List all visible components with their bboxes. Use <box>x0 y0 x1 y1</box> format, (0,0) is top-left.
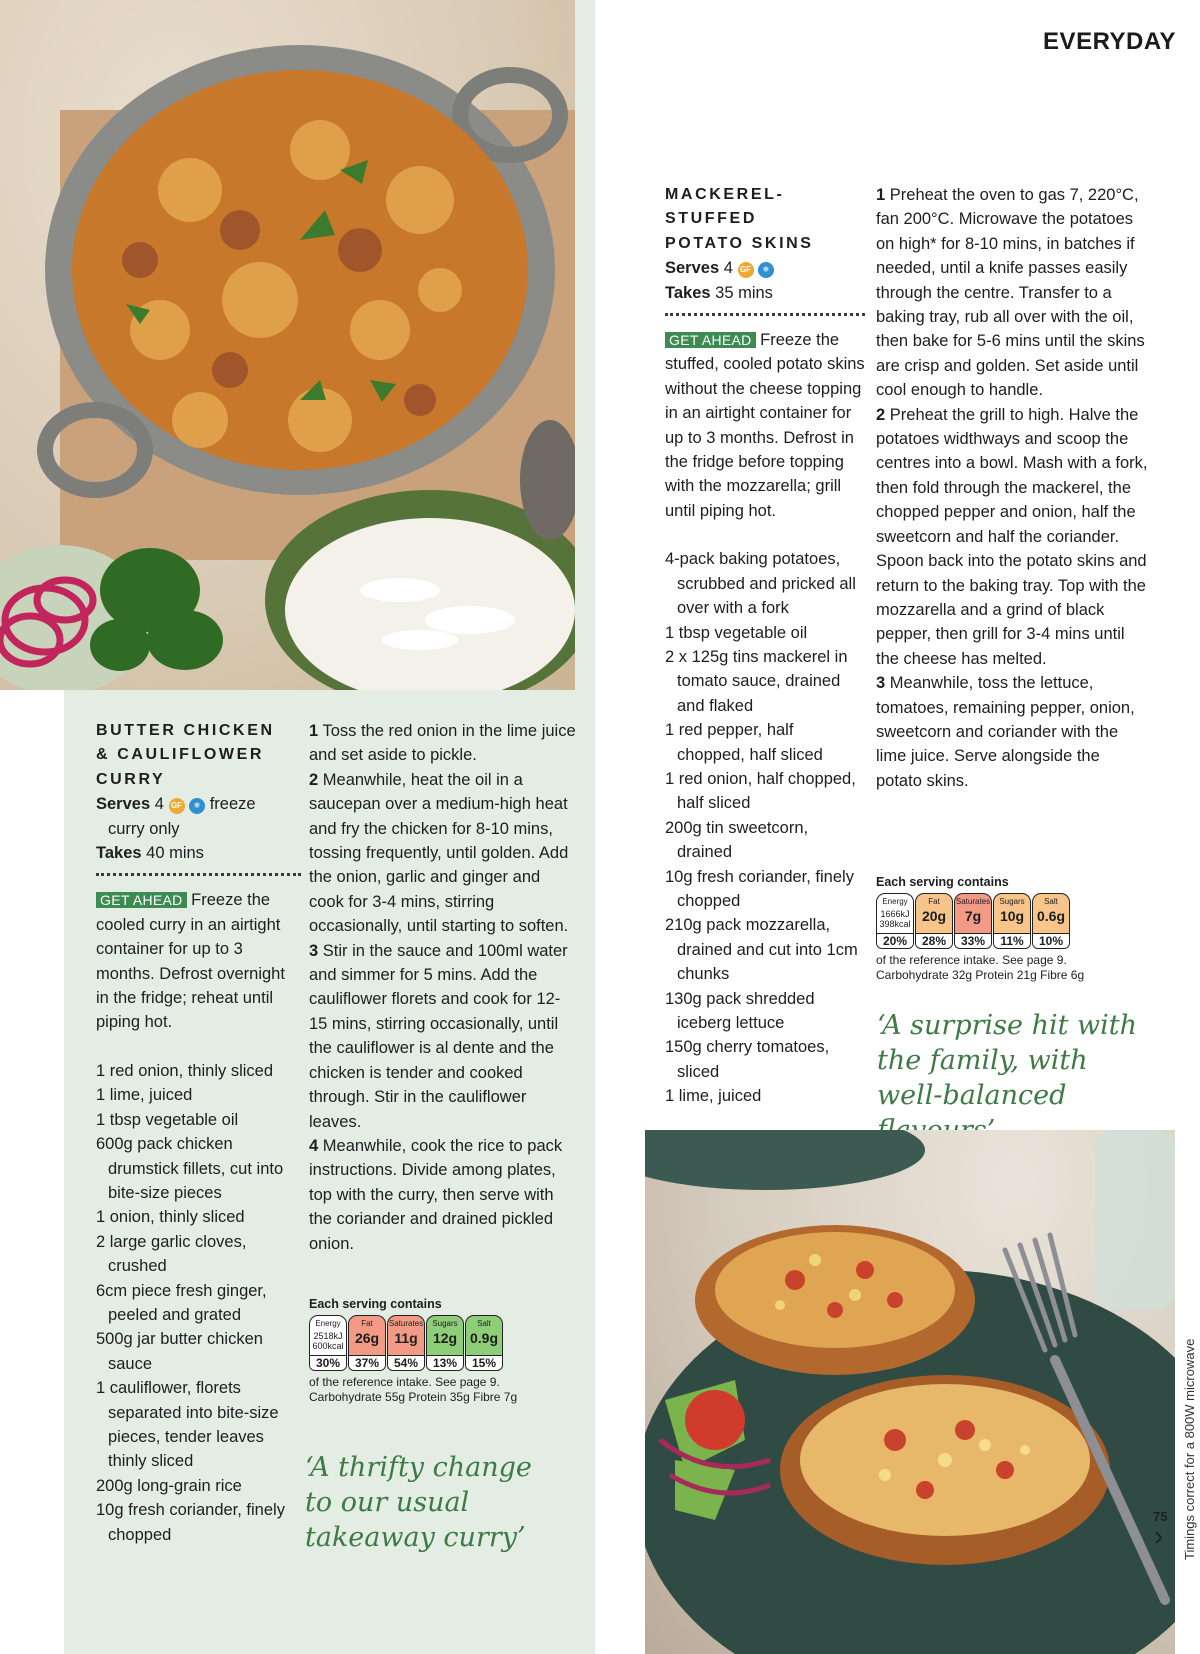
sugars-cell: Sugars 12g 13% <box>426 1315 464 1371</box>
sugars-cell: Sugars 10g 11% <box>993 893 1031 949</box>
fat-cell: Fat 20g 28% <box>915 893 953 949</box>
recipe2-title: MACKEREL-STUFFED POTATO SKINS <box>665 186 814 252</box>
get-ahead-badge: GET AHEAD <box>96 892 187 908</box>
method-step: 1 Toss the red onion in the lime juice and set aside to pickle. <box>309 722 576 765</box>
gluten-free-icon: GF <box>169 798 185 814</box>
ingredient-item: 1 red pepper, half chopped, half sliced <box>665 721 823 764</box>
recipe1-header <box>96 719 301 1547</box>
ingredient-item: 2 large garlic cloves, crushed <box>96 1232 247 1276</box>
saturates-cell: Saturates 7g 33% <box>954 893 992 949</box>
recipe2-header <box>665 183 865 1109</box>
chevron-right-icon: › <box>1154 1520 1164 1551</box>
ingredient-item: 1 tbsp vegetable oil <box>665 623 808 642</box>
gluten-free-icon: GF <box>738 262 754 278</box>
page-number: 75 <box>1153 1509 1168 1524</box>
ingredient-item: 1 onion, thinly sliced <box>96 1208 245 1227</box>
recipe1-takes: Takes 40 mins <box>96 844 204 863</box>
ingredient-item: 1 red onion, half chopped, half sliced <box>665 769 856 813</box>
ingredient-item: 10g fresh coriander, finely chopped <box>96 1501 285 1544</box>
ingredient-item: 1 tbsp vegetable oil <box>96 1110 239 1129</box>
recipe1-get-ahead: GET AHEAD Freeze the cooled curry in an airtight container for up to 3 months. Defrost overnight in the fridge; reheat until piping hot. <box>96 891 285 1032</box>
recipe2-quote: ‘A surprise hit with the family, with well-balanced <box>877 1010 1138 1111</box>
method-step: 3 Stir in the sauce and 100ml water and simmer for 5 mins. Add the cauliflower florets and cook for 12-15 mins, stirring occasionally, until the cauliflower is al dente and the chicken is tender and cooked through. Stir in the cauliflower leaves. <box>309 941 568 1131</box>
recipe2-ingredients <box>665 547 865 1108</box>
ingredient-item: 10g fresh coriander, finely chopped <box>665 867 854 910</box>
divider <box>96 873 301 876</box>
energy-cell: Energy 2518kJ 600kcal 30% <box>309 1315 347 1371</box>
get-ahead-badge: GET AHEAD <box>665 332 756 348</box>
salt-cell: Salt 0.9g 15% <box>465 1315 503 1371</box>
recipe2-takes: Takes 35 mins <box>665 283 773 302</box>
ingredient-item: 150g cherry tomatoes, sliced <box>665 1038 830 1081</box>
potato-skins-photo <box>645 1130 1175 1654</box>
ingredient-item: 2 x 125g tins mackerel in tomato sauce, drained and flaked <box>665 647 848 715</box>
curry-photo <box>0 0 575 690</box>
recipe1-title: BUTTER CHICKEN & CAULIFLOWER CURRY <box>96 722 275 788</box>
recipe2-nutrition: Each serving contains Energy 1666kJ 398kcal 20% Fat 20g 28% Saturates 7g 33% Sugars 10g 11% Salt 0.6g 10% of the reference intake. See page 9. Carbohydrate 32g Protein 21g Fibre 6g <box>876 875 1085 982</box>
recipe1-nutrition: Each serving contains Energy 2518kJ 600kcal 30% Fat 26g 37% Saturates 11g 54% Sugars 12g 13% Salt 0.9g 15% of the reference intake. See page 9. Carbohydrate 55g Protein 35g Fibre 7g <box>309 1297 518 1404</box>
ingredient-item: 6cm piece fresh ginger, peeled and grated <box>96 1281 267 1324</box>
method-step: 4 Meanwhile, cook the rice to pack instructions. Divide among plates, top with the curry, then serve with the coriander and drained pickled onion. <box>309 1136 563 1253</box>
method-step: 2 Preheat the grill to high. Halve the potatoes widthways and scoop the centres into a bowl. Mash with a fork, then fold through the mackerel, the chopped pepper and onion, half the sweetcorn and half the coriander. Spoon back into the potato skins and return to the baking tray. Top with the mozzarella and a grind of black pepper, then grill for 3-4 mins until the cheese has melted. <box>876 405 1148 668</box>
ingredient-item: 200g long-grain rice <box>96 1476 242 1495</box>
section-header: EVERYDAY <box>1043 28 1176 55</box>
method-step: 2 Meanwhile, heat the oil in a saucepan over a medium-high heat and fry the chicken for 8-10 mins, tossing frequently, until golden. Add the onion, garlic and ginger and cook for 3-4 mins, stirring occasionally, until starting to soften. <box>309 770 569 936</box>
fat-cell: Fat 26g 37% <box>348 1315 386 1371</box>
divider <box>665 313 865 316</box>
ingredient-item: 200g tin sweetcorn, drained <box>665 818 809 862</box>
recipe1-quote: ‘A thrifty change to our usual takeaway curry’ <box>305 1452 532 1553</box>
energy-cell: Energy 1666kJ 398kcal 20% <box>876 893 914 949</box>
ingredient-item: 4-pack baking potatoes, scrubbed and pricked all over with a fork <box>665 550 856 618</box>
recipe1-freeze-note: curry only <box>108 819 180 838</box>
ingredient-item: 1 lime, juiced <box>96 1086 193 1105</box>
ingredient-item: 1 lime, juiced <box>665 1087 762 1106</box>
saturates-cell: Saturates 11g 54% <box>387 1315 425 1371</box>
method-step: 3 Meanwhile, toss the lettuce, tomatoes, remaining pepper, onion, sweetcorn and coriander with the lime juice. Serve alongside the potato skins. <box>876 674 1135 790</box>
recipe1-method <box>309 719 577 1256</box>
method-step: 1 Preheat the oven to gas 7, 220°C, fan 200°C. Microwave the potatoes on high* for 8-10 mins, in batches if needed, until a knife passes easily through the centre. Transfer to a baking tray, rub all over with the oil, then bake for 5-6 mins until the skins are crisp and golden. Set aside until cool enough to handle. <box>876 186 1145 400</box>
recipe1-ingredients <box>96 1059 301 1547</box>
recipe2-serves: Serves 4 GF ❄ <box>665 256 865 280</box>
salt-cell: Salt 0.6g 10% <box>1032 893 1070 949</box>
snowflake-icon: ❄ <box>758 262 774 278</box>
ingredient-item: 210g pack mozzarella, drained and cut into 1cm chunks <box>665 916 858 984</box>
recipe1-serves: Serves 4 GF ❄ freeze <box>96 795 256 814</box>
timing-footnote: Timings correct for a 800W microwave <box>1182 1338 1197 1560</box>
recipe2-get-ahead: GET AHEAD Freeze the stuffed, cooled potato skins without the cheese topping in an airtight container for up to 3 months. Defrost in the fridge before topping with the mozzarella; grill until piping hot. <box>665 331 865 520</box>
ingredient-item: 1 red onion, thinly sliced <box>96 1061 274 1080</box>
ingredient-item: 500g jar butter chicken sauce <box>96 1330 263 1373</box>
ingredient-item: 130g pack shredded iceberg lettuce <box>665 989 815 1032</box>
recipe2-method <box>876 183 1148 793</box>
ingredient-item: 1 cauliflower, florets separated into bite-size pieces, tender leaves thinly sliced <box>96 1379 279 1471</box>
snowflake-icon: ❄ <box>189 798 205 814</box>
ingredient-item: 600g pack chicken drumstick fillets, cut into bite-size pieces <box>96 1135 284 1202</box>
